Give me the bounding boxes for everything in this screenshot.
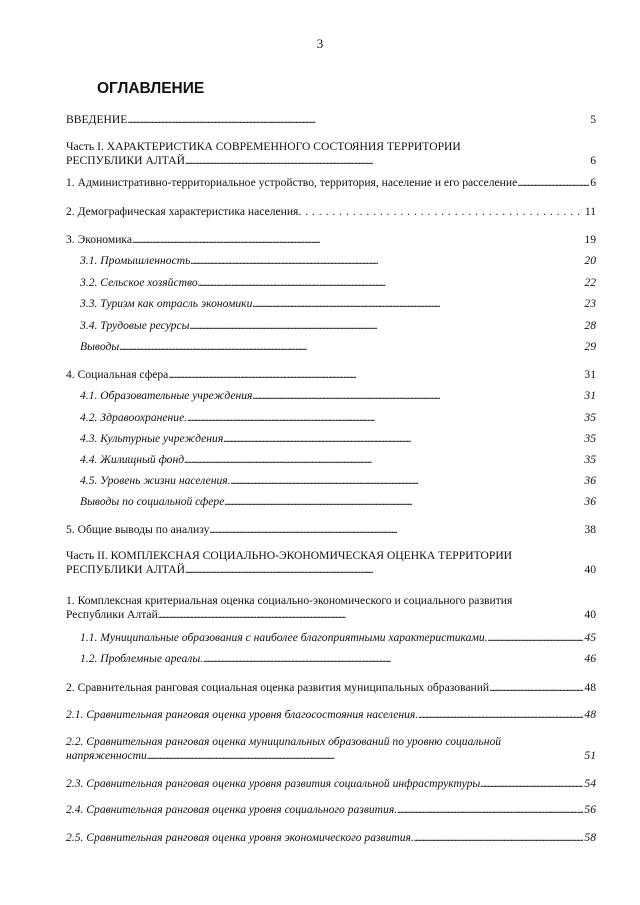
toc-page-number: 40 [584, 608, 596, 621]
toc-entry-1-2[interactable] [80, 652, 596, 666]
toc-entry-text: РЕСПУБЛИКИ АЛТАЙ [66, 154, 185, 167]
toc-entry-text: 5. Общие выводы по анализу [66, 523, 210, 536]
toc-page-number: 58 [584, 831, 596, 844]
toc-leader-dots [132, 233, 583, 247]
toc-entry-part2-section-2[interactable] [66, 681, 596, 695]
toc-leader-dots [203, 652, 583, 666]
toc-entry-2-4[interactable] [66, 803, 596, 817]
toc-entry-text: 4.1. Образовательные учреждения [80, 389, 253, 402]
toc-leader-dots [397, 803, 583, 817]
toc-page-number: 51 [584, 749, 596, 762]
toc-entry-text: 4.4. Жилищный фонд [80, 453, 185, 466]
toc-page-number: 5 [590, 113, 596, 126]
toc-page-number: 31 [584, 389, 596, 402]
toc-entry-2-3[interactable] [66, 777, 596, 791]
toc-page-number: 6 [590, 176, 596, 189]
toc-entry-2-2[interactable] [66, 735, 596, 763]
toc-entry-3-2[interactable] [80, 276, 596, 290]
toc-entry-3-4[interactable] [80, 319, 596, 333]
toc-page-number: 35 [584, 453, 596, 466]
toc-entry-text: Выводы по социальной сфере [80, 495, 225, 508]
toc-entry-text: 2.5. Сравнительная ранговая оценка уровня экономического развития. [66, 831, 414, 844]
toc-leader-dots [231, 474, 584, 488]
toc-entry-text-line1: 2.2. Сравнительная ранговая оценка муниципальных образований по уровню социальной [66, 735, 502, 748]
toc-leader-dots [185, 563, 583, 577]
toc-leader-dots [189, 319, 583, 333]
toc-entry-text: 2.3. Сравнительная ранговая оценка уровня развития социальной инфраструктуры [66, 777, 481, 790]
toc-leader-dots [298, 205, 583, 219]
toc-leader-dots [480, 777, 583, 791]
toc-entry-1-1[interactable] [80, 631, 596, 645]
toc-page-number: 19 [584, 233, 596, 246]
toc-leader-dots [414, 831, 584, 845]
toc-page-number: 11 [584, 205, 596, 218]
toc-entry-text: 3.2. Сельское хозяйство [80, 276, 198, 289]
page-number: 3 [316, 36, 324, 51]
toc-entry-text-line1: Часть I. ХАРАКТЕРИСТИКА СОВРЕМЕННОГО СОСТОЯНИЯ ТЕРРИТОРИИ [66, 140, 461, 153]
toc-entry-text: 2. Сравнительная ранговая социальная оценка развития муниципальных образований [66, 681, 490, 694]
toc-leader-dots [119, 340, 583, 354]
toc-entry-part-1[interactable] [66, 140, 596, 168]
toc-entry-text: напряженности [66, 749, 147, 762]
toc-page-number: 38 [584, 523, 596, 536]
toc-page-number: 35 [584, 411, 596, 424]
toc-entry-text: 4.5. Уровень жизни населения. [80, 474, 231, 487]
toc-leader-dots [489, 681, 583, 695]
toc-leader-dots [252, 389, 583, 403]
toc-entry-part2-section-1[interactable] [66, 594, 596, 622]
toc-entry-text: Выводы [80, 340, 120, 353]
toc-entry-section-4[interactable] [66, 368, 596, 382]
toc-page-number: 46 [584, 652, 596, 665]
toc-entry-text: 4. Социальная сфера [66, 368, 169, 381]
toc-entry-text: 3. Экономика [66, 233, 133, 246]
toc-entry-part-2[interactable] [66, 549, 596, 577]
toc-entry-4-4[interactable] [80, 453, 596, 467]
toc-page-number: 56 [584, 803, 596, 816]
toc-page-number: 48 [584, 681, 596, 694]
toc-leader-dots [224, 495, 583, 509]
toc-leader-dots [185, 154, 589, 168]
toc-entry-2-1[interactable] [66, 708, 596, 722]
toc-page-number: 35 [584, 432, 596, 445]
toc-entry-text-line1: Часть II. КОМПЛЕКСНАЯ СОЦИАЛЬНО-ЭКОНОМИЧЕСКАЯ ОЦЕНКА ТЕРРИТОРИИ [66, 549, 513, 562]
toc-leader-dots [252, 297, 583, 311]
toc-entry-text-line1: 1. Комплексная критериальная оценка социально-экономического и социального развития [66, 594, 513, 607]
toc-entry-introduction[interactable] [66, 113, 596, 127]
toc-leader-dots [198, 276, 584, 290]
toc-page-number: 36 [584, 495, 596, 508]
toc-leader-dots [418, 708, 583, 722]
toc-page-number: 45 [584, 631, 596, 644]
toc-leader-dots [127, 113, 589, 127]
toc-page-number: 40 [584, 563, 596, 576]
toc-entry-text: 3.4. Трудовые ресурсы [80, 319, 190, 332]
toc-entry-section-2[interactable] [66, 205, 596, 219]
toc-entry-4-1[interactable] [80, 389, 596, 403]
toc-entry-section-1[interactable] [66, 176, 596, 190]
toc-leader-dots [209, 523, 583, 537]
toc-page-number: 36 [584, 474, 596, 487]
toc-entry-text: 1. Административно-территориальное устройство, территория, население и его расселение [66, 176, 518, 189]
toc-page-number: 54 [584, 777, 596, 790]
toc-page-number: 31 [584, 368, 596, 381]
toc-page-number: 20 [584, 254, 596, 267]
toc-title: ОГЛАВЛЕНИЕ [97, 80, 205, 97]
toc-page-number: 29 [584, 340, 596, 353]
toc-page-number: 22 [584, 276, 596, 289]
toc-leader-dots [223, 432, 583, 446]
toc-entry-section-3[interactable] [66, 233, 596, 247]
toc-entry-4-5[interactable] [80, 474, 596, 488]
toc-entry-section-5[interactable] [66, 523, 596, 537]
toc-entry-4-2[interactable] [80, 411, 596, 425]
toc-leader-dots [187, 411, 583, 425]
toc-entry-2-5[interactable] [66, 831, 596, 845]
toc-leader-dots [168, 368, 583, 382]
toc-entry-text: 4.3. Культурные учреждения [80, 432, 224, 445]
toc-entry-text: РЕСПУБЛИКИ АЛТАЙ [66, 563, 185, 576]
toc-entry-text: 3.3. Туризм как отрасль экономики [80, 297, 253, 310]
toc-entry-3-conclusions[interactable] [80, 340, 596, 354]
toc-entry-3-3[interactable] [80, 297, 596, 311]
toc-page-number: 48 [584, 708, 596, 721]
toc-entry-text: ВВЕДЕНИЕ [66, 113, 128, 126]
toc-leader-dots [184, 453, 583, 467]
toc-entry-text: Республики Алтай [66, 608, 158, 621]
toc-leader-dots [517, 176, 589, 190]
toc-entry-text: 1.1. Муниципальные образования с наиболее благоприятными характеристиками. [80, 631, 488, 644]
toc-page-number: 23 [584, 297, 596, 310]
toc-entry-text: 1.2. Проблемные ареалы. [80, 652, 204, 665]
toc-page-number: 28 [584, 319, 596, 332]
toc-entry-text: 3.1. Промышленность [80, 254, 191, 267]
toc-entry-4-conclusions[interactable] [80, 495, 596, 509]
toc-page-number: 6 [590, 154, 596, 167]
toc-leader-dots [488, 631, 584, 645]
toc-entry-text: 4.2. Здравоохранение. [80, 411, 188, 424]
toc-leader-dots [158, 608, 584, 622]
toc-leader-dots [147, 749, 584, 763]
toc-entry-text: 2.1. Сравнительная ранговая оценка уровня благосостояния населения. [66, 708, 419, 721]
toc-entry-text: 2.4. Сравнительная ранговая оценка уровня социального развития. [66, 803, 398, 816]
toc-entry-3-1[interactable] [80, 254, 596, 268]
toc-entry-text: 2. Демографическая характеристика населения [66, 205, 299, 218]
toc-leader-dots [190, 254, 583, 268]
toc-entry-4-3[interactable] [80, 432, 596, 446]
